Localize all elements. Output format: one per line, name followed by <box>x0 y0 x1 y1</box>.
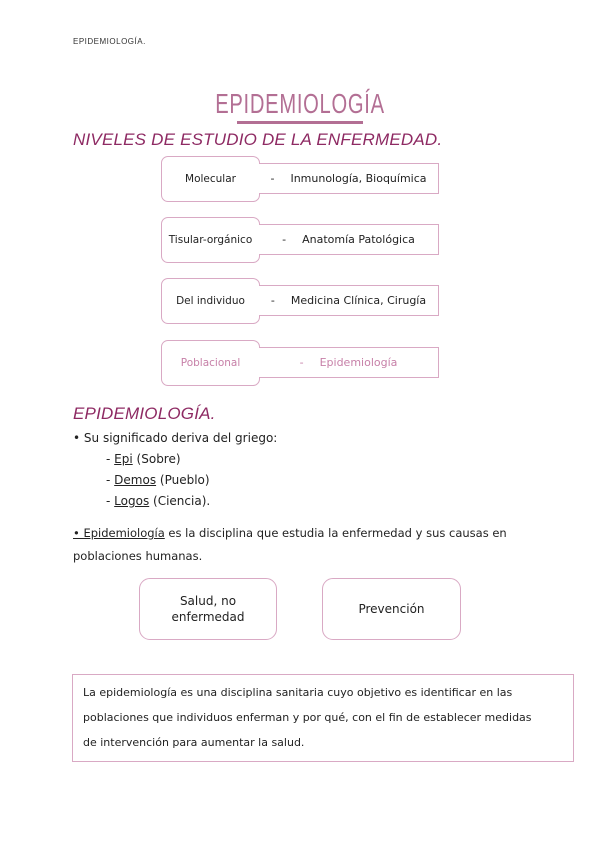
intro-text: Su significado deriva del griego: <box>83 431 278 445</box>
level-dash: - <box>299 356 304 369</box>
level-discipline <box>259 224 439 255</box>
concept-box-prevencion <box>322 578 461 640</box>
definition-paragraph <box>73 522 543 568</box>
concept-box-salud <box>139 578 277 640</box>
root-item <box>106 494 210 508</box>
level-row-poblacional <box>161 340 439 386</box>
summary-box <box>72 674 574 762</box>
level-dash: - <box>270 294 275 307</box>
summary-line: poblaciones que individuos enferman y por qué, con el fin de establecer medidas <box>83 711 532 724</box>
root-word: Epi <box>114 452 133 466</box>
root-item <box>106 473 210 487</box>
root-dash: - <box>106 452 111 466</box>
level-name: Del individuo <box>161 278 260 324</box>
root-item <box>106 452 181 466</box>
level-dash: - <box>282 233 287 246</box>
summary-line: La epidemiología es una disciplina sanitaria cuyo objetivo es identificar en las <box>83 686 513 699</box>
root-meaning: (Pueblo) <box>159 473 210 487</box>
epi-heading: EPIDEMIOLOGÍA. <box>73 404 216 423</box>
bullet-icon: • <box>73 431 81 445</box>
level-name: Poblacional <box>161 340 260 386</box>
root-word: Demos <box>114 473 157 487</box>
definition-text-1: es la disciplina que estudia la enfermedad y sus causas en <box>164 526 507 540</box>
root-meaning: (Ciencia). <box>153 494 211 508</box>
levels-heading: NIVELES DE ESTUDIO DE LA ENFERMEDAD. <box>73 130 443 149</box>
level-discipline <box>259 347 439 378</box>
root-meaning: (Sobre) <box>136 452 181 466</box>
header-note: EPIDEMIOLOGÍA. <box>73 37 146 46</box>
root-dash: - <box>106 473 111 487</box>
level-discipline-text: Anatomía Patológica <box>302 233 415 246</box>
definition-term: • Epidemiología <box>73 526 165 540</box>
concept-text: Prevención <box>358 602 425 616</box>
concept-text: Salud, no enfermedad <box>171 594 245 624</box>
level-row-individuo <box>161 278 439 324</box>
level-discipline <box>259 163 439 194</box>
level-dash: - <box>270 172 275 185</box>
intro-line <box>73 431 277 445</box>
root-word: Logos <box>114 494 150 508</box>
definition-text-2: poblaciones humanas. <box>73 549 203 563</box>
level-discipline-text: Epidemiología <box>319 356 398 369</box>
summary-line: de intervención para aumentar la salud. <box>83 736 305 749</box>
level-discipline-text: Medicina Clínica, Cirugía <box>290 294 427 307</box>
level-name: Tisular-orgánico <box>161 217 260 263</box>
title-underline <box>237 121 363 124</box>
level-discipline <box>259 285 439 316</box>
level-name: Molecular <box>161 156 260 202</box>
page-title: EPIDEMIOLOGÍA <box>215 88 385 119</box>
root-dash: - <box>106 494 111 508</box>
level-row-molecular <box>161 156 439 202</box>
level-discipline-text: Inmunología, Bioquímica <box>290 172 427 185</box>
level-row-tisular <box>161 217 439 263</box>
